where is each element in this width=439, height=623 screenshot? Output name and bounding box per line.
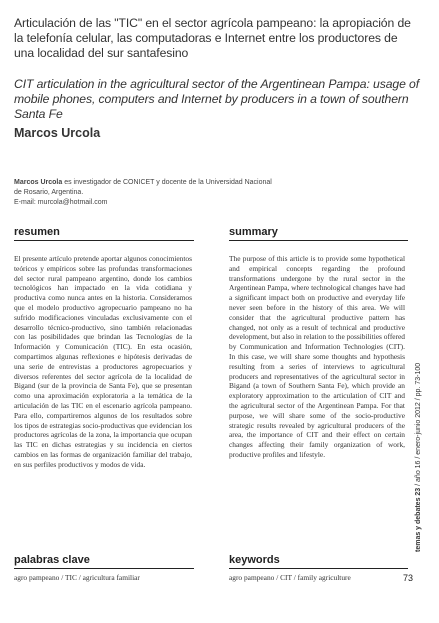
author-name: Marcos Urcola <box>14 126 101 140</box>
resumen-heading: resumen <box>14 226 60 238</box>
journal-issue: / año 16 / enero-junio 2012 / pp. 73-100 <box>415 362 422 488</box>
author-email: E-mail: murcola@hotmail.com <box>14 199 108 206</box>
palabras-clave-rule <box>14 568 194 569</box>
resumen-rule <box>14 240 194 241</box>
keywords-heading: keywords <box>229 554 280 566</box>
summary-heading: summary <box>229 226 278 238</box>
author-affiliation <box>14 178 274 208</box>
page-number: 73 <box>403 573 414 583</box>
title-spanish: Articulación de las "TIC" en el sector agrícola pampeano: la apropiación de la telefonía celular, las computadoras e Internet entre los productores de una localidad del sur santafesino <box>14 16 411 61</box>
journal-side-label <box>415 363 422 552</box>
affiliation-author-name: Marcos Urcola <box>14 179 63 186</box>
keywords-rule <box>229 568 408 569</box>
resumen-body: El presente artículo pretende aportar algunos conocimientos teóricos y empíricos sobre las profundas transformaciones del sector rural pampeano argentino, donde los cambios tecnológicos han impactado en la vida cotidiana y productiva como nunca antes en la historia. Consideramos que el modelo productivo agropecuario pampeano no ha sufrido modificaciones vinculadas exclusivamente con el desarrollo técnico-productivo, sino también relacionadas con las posibilidades que brindan las Tecnologías de la Información y Comunicación (TIC). En esta ocasión, compartimos algunas reflexiones e hipótesis derivadas de una serie de entrevistas a productores agropecuarios y diversos referentes del sector agrícola de la localidad de Bigand (sur de la provincia de Santa Fe), que se presentan como una aproximación exploratoria a la temática de la articulación de las TIC en el escenario agrícola pampeano. Para ello, compartiremos algunos de los resultados sobre los tipos de estrategias socio-productivas que evidencian los productores agrícolas de la zona, la importancia que ocupan las TIC en dichas estrategias y su incidencia en ciertos cambios en las formas de organización familiar del trabajo, en sus perfiles productivos y modos de vida. <box>14 254 192 469</box>
palabras-clave-heading: palabras clave <box>14 554 90 566</box>
keywords-text: agro pampeano / CIT / family agriculture <box>229 573 351 582</box>
affiliation-text: es investigador de CONICET y docente de la Universidad Nacional de Rosario, Argentina. <box>14 179 272 196</box>
journal-name: temas y debates 23 <box>415 487 422 552</box>
summary-rule <box>229 240 408 241</box>
title-english: CIT articulation in the agricultural sector of the Argentinean Pampa: usage of mobile phones, computers and Internet by producers in a town of southern Santa Fe <box>14 77 419 122</box>
summary-body: The purpose of this article is to provide some hypothetical and empirical concepts regarding the profound transformations undergone by the rural sector in the Argentinean Pampa, where technological changes have had a significant impact both on productive and everyday life never seen before in the history of this area. We will consider that the agricultural productive pattern has changed, not only as a result of technical and productive development, but also in relation to the possibilities offered by Communication and Information Technologies (CIT). In this case, we will share some thoughts and hypothesis resulting from a series of interviews to agricultural producers and representatives of the agricultural sector in Bigand (a town of Southern Santa Fe), which provide an exploratory approximation to the articulation of CIT and the agricultural sector of the Argentinean Pampa. For that purpose, we will share some of the socio-productive strategic results revealed by agricultural producers of the area, the importance of CIT and their effect on certain changes affecting their family organization of work, productive profiles and lifestyle. <box>229 254 405 459</box>
palabras-clave-text: agro pampeano / TIC / agricultura familiar <box>14 573 140 582</box>
